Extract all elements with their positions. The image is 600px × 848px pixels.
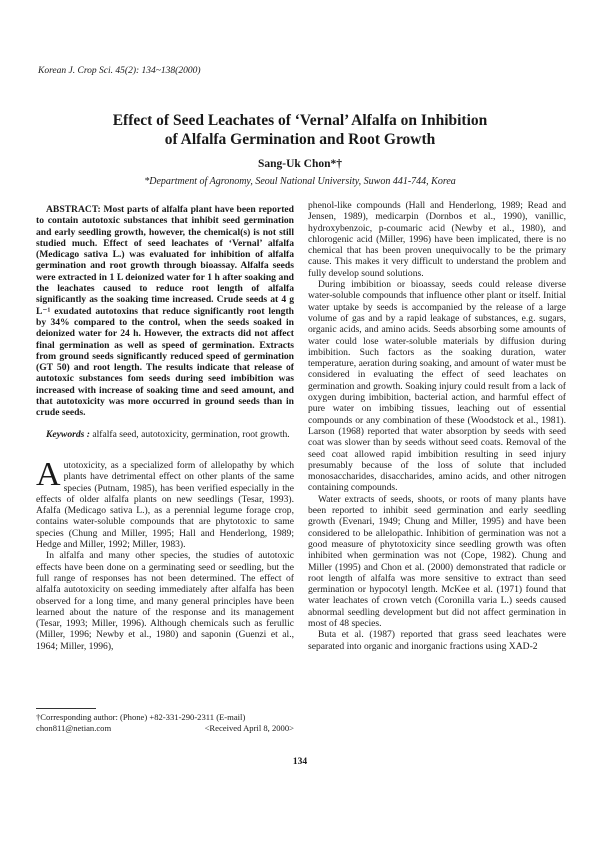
abstract-text: Most parts of alfalfa plant have been reported to contain autotoxic substances that inhibit seed germination and early seedling growth, however, the chemical(s) is not still studied much. Effect of seed leachates of ‘Vernal’ alfalfa (Medicago sativa L.) was evaluated for inhibition of alfalfa germination and root growth through bioassay. Alfalfa seeds were extracted in 1 L deionized water for 1 h after soaking and the leachates caused to reduce root length of alfalfa significantly as the soaking time increased. Crude seeds at 4 g L⁻¹ exudated autotoxins that reduce significantly root length by 34% compared to the control, when the seeds soaked in deionized water for 24 h. However, the extracts did not affect final germination as well as speed of germination. Extracts from ground seeds significantly reduced speed of germination (GT 50) and root length. The results indicate that release of autotoxic substances fom seeds during seed imbibition was increased with increase of soaking time and seed amount, and that autotoxicity was more occurred in ground seeds than in crude seeds. xyxy=(36,204,294,419)
right-paragraph-3: Water extracts of seeds, shoots, or roots of many plants have been reported to inhibit seed germination and early seedling growth (Evenari, 1949; Chung and Miller, 1995) and have been considered to be allelopathic. Inhibition of germination was not a good measure of phytotoxicity since seedling growth was often inhibited when germination was not (Cope, 1982). Chung and Miller (1995) and Chon et al. (2000) demonstrated that radicle or root length of alfalfa was more sensitive to extract than seed germination or hypocotyl length. McKee et al. (1971) found that water leachates of crown vetch (Coronilla varia L.) seeds caused abnormal seedling development but did not affect germination in most of 48 species. xyxy=(308,493,566,629)
right-column xyxy=(308,200,566,652)
title-line-1: Effect of Seed Leachates of ‘Vernal’ Alfalfa on Inhibition xyxy=(112,112,488,129)
intro-paragraph-1-text: utotoxicity, as a specialized form of allelopathy by which plants have detrimental effect on other plants of the same species (Putnam, 1985), has been verified especially in the effects of older alfalfa plants on new seedlings (Tesar, 1993). Afalfa (Medicago sativa L.), as a perennial legume forage crop, contains water-soluble compounds that are phytotoxic to same species (Chung and Miller, 1995; Hall and Henderlong, 1989; Hedge and Miller, 1992; Miller, 1983). xyxy=(36,459,294,551)
author-name: Sang-Uk Chon*† xyxy=(257,158,343,170)
dropcap-letter: A xyxy=(36,455,61,493)
keywords xyxy=(36,429,294,440)
title-line-2: of Alfalfa Germination and Root Growth xyxy=(164,130,436,148)
page-number: 134 xyxy=(292,757,308,767)
intro-paragraph-2: In alfalfa and many other species, the studies of autotoxic effects have been done on a germinating seed or seedling, but the full range of responses has not been determined. The effect of alfalfa autotoxicity on seeding immediately after alfalfa has been observed for a long time, and many general principles have been learned about the nature of the response and its management (Tesar, 1993; Miller, 1996). Although chemicals such as ferullic (Miller, 1996; Newby et al., 1980) and saponin (Guenzi et al., 1964; Miller, 1996), xyxy=(36,550,294,652)
paper-title xyxy=(40,112,560,149)
received-date: <Received April 8, 2000> xyxy=(204,723,294,733)
left-column xyxy=(36,204,294,652)
abstract xyxy=(36,204,294,419)
keywords-text: alfalfa seed, autotoxicity, germination, root growth. xyxy=(89,428,290,440)
footnote-text: †Corresponding author: (Phone) +82-331-290-2311 (E-mail) chon811@netian.com xyxy=(36,712,246,733)
footnote-divider xyxy=(36,708,96,709)
footnote xyxy=(36,712,294,734)
abstract-label: ABSTRACT: xyxy=(46,204,101,215)
right-paragraph-4: Buta et al. (1987) reported that grass seed leachates were separated into organic and inorganic fractions using XAD-2 xyxy=(308,629,566,652)
keywords-label: Keywords : xyxy=(46,428,90,440)
journal-citation: Korean J. Crop Sci. 45(2): 134~138(2000) xyxy=(38,66,201,76)
intro-paragraph-1 xyxy=(36,455,294,551)
right-paragraph-1: phenol-like compounds (Hall and Henderlong, 1989; Read and Jensen, 1989), medicarpin (Dornbos et al., 1990), vanillic, hydroxybenzoic, p-coumaric acid (Newby et al., 1980), and chlorogenic acid (Miller, 1996) have been implicated, there is no chemical that has been proven unequivocally to be the primary cause. This makes it very difficult to understand the problem and fully develop sound solutions. xyxy=(308,200,566,279)
right-paragraph-2: During imbibition or bioassay, seeds could release diverse water-soluble compounds that influence other plant or itself. Initial water uptake by seeds is accompanied by the release of a large volume of gas and by a rapid leakage of substances, e.g. sugars, organic acids, and amino acids. Seeds absorbing some amounts of water could lose water-soluble materials by diffusion during imbibition. Such factors as the soaking duration, water temperature, aeration during soaking, and amount of water must be considered in evaluating the effect of seed leachates on germination and growth. Soaking injury could result from a lack of oxygen during imbibition, bacterial action, and harmful effect of pure water on imbibing tissues, leaching out of essential compounds or any combination of these (Woodstock et al., 1981). Larson (1968) reported that water absorption by seeds with seed coat was slower than by seeds without seed coats. Removal of the seed coat allowed rapid imbibition resulting in seed injury presumably because of the loss of solute that included monosaccharides, disaccharides, amino acids, and other nitrogen containing compounds. xyxy=(308,279,566,494)
author-affiliation: *Department of Agronomy, Seoul National University, Suwon 441-744, Korea xyxy=(144,176,456,187)
